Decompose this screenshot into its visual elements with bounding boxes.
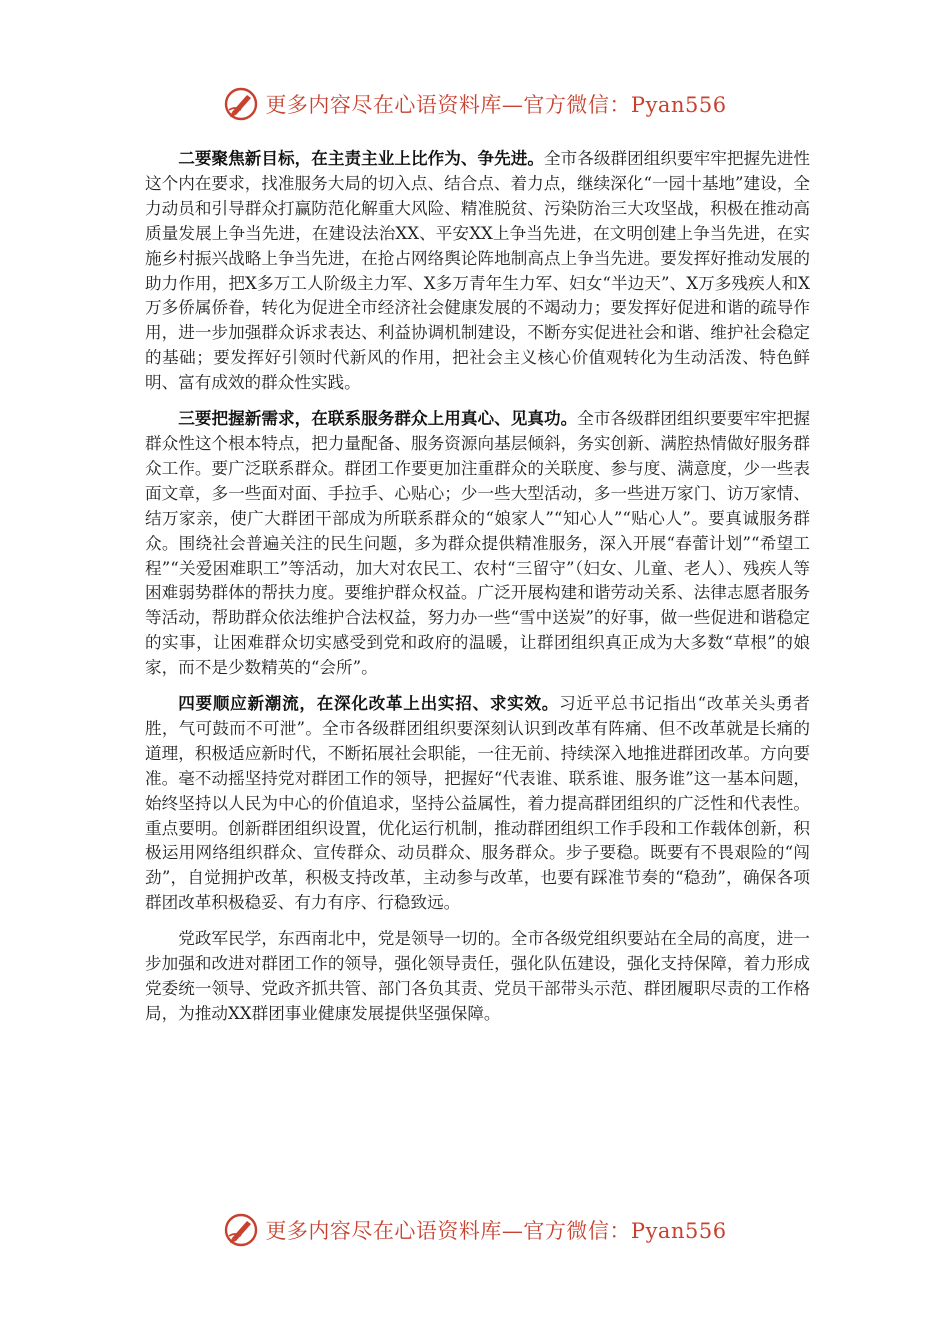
paragraph-text: 全市各级群团组织要牢牢把握先进性这个内在要求，找准服务大局的切入点、结合点、着力点，继续深化“一园十基地”建设，全力动员和引导群众打赢防范化解重大风险、精准脱贫、污染防治三大攻坚战，积极在推动高质量发展上争当先进，在建设法治XX、平安XX上争当先进，在文明创建上争当先进，在实施乡村振兴战略上争当先进，在抢占网络舆论阵地制高点上争当先进。要发挥好推动发展的助力作用，把X多万工人阶级主力军、X多万青年生力军、妇女“半边天”、X万多残疾人和X万多侨属侨眷，转化为促进全市经济社会健康发展的不竭动力；要发挥好促进和谐的疏导作用，进一步加强群众诉求表达、利益协调机制建设，不断夯实促进社会和谐、维护社会稳定的基础；要发挥好引领时代新风的作用，把社会主义核心价值观转化为生动活泼、特色鲜明、富有成效的群众性实践。 xyxy=(145,149,811,393)
paragraph-text: 党政军民学，东西南北中，党是领导一切的。全市各级党组织要站在全局的高度，进一步加强和改进对群团工作的领导，强化领导责任，强化队伍建设，强化支持保障，着力形成党委统一领导、党政齐抓共管、部门各负其责、党员干部带头示范、群团履职尽责的工作格局，为推动XX群团事业健康发展提供坚强保障。 xyxy=(145,929,810,1023)
paragraph-lead: 四要顺应新潮流，在深化改革上出实招、求实效。 xyxy=(178,693,560,714)
document-body xyxy=(145,146,810,1037)
watermark-text: 更多内容尽在心语资料库—官方微信：Pyan556 xyxy=(265,93,727,117)
pen-logo-icon xyxy=(223,1212,259,1248)
paragraph-conclusion xyxy=(145,926,810,1027)
watermark-text: 更多内容尽在心语资料库—官方微信：Pyan556 xyxy=(265,1219,727,1243)
paragraph-3 xyxy=(145,406,810,681)
paragraph-lead: 三要把握新需求，在联系服务群众上用真心、见真功。 xyxy=(178,408,578,429)
paragraph-text: 全市各级群团组织要要牢牢把握群众性这个根本特点，把力量配备、服务资源向基层倾斜，务实创新、满腔热情做好服务群众工作。要广泛联系群众。群团工作要更加注重群众的关联度、参与度、满意度，少一些表面文章，多一些面对面、手拉手、心贴心；少一些大型活动，多一些进万家门、访万家情、结万家亲，使广大群团干部成为所联系群众的“娘家人”“知心人”“贴心人”。要真诚服务群众。围绕社会普遍关注的民生问题，多为群众提供精准服务，深入开展“春蕾计划”“希望工程”“关爱困难职工”等活动，加大对农民工、农村“三留守”（妇女、儿童、老人）、残疾人等困难弱势群体的帮扶力度。要维护群众权益。广泛开展构建和谐劳动关系、法律志愿者服务等活动，帮助群众依法维护合法权益，努力办一些“雪中送炭”的好事，做一些促进和谐稳定的实事，让困难群众切实感受到党和政府的温暖，让群团组织真正成为大多数“草根”的娘家，而不是少数精英的“会所”。 xyxy=(145,409,811,678)
watermark-footer xyxy=(0,1210,950,1250)
paragraph-2 xyxy=(145,146,810,396)
watermark-header xyxy=(0,84,950,124)
paragraph-4 xyxy=(145,691,810,916)
paragraph-text: 习近平总书记指出“改革关头勇者胜，气可鼓而不可泄”。全市各级群团组织要深刻认识到改革有阵痛、但不改革就是长痛的道理，积极适应新时代，不断拓展社会职能，一往无前、持续深入地推进群团改革。方向要准。毫不动摇坚持党对群团工作的领导，把握好“代表谁、联系谁、服务谁”这一基本问题，始终坚持以人民为中心的价值追求，坚持公益属性，着力提高群团组织的广泛性和代表性。重点要明。创新群团组织设置，优化运行机制，推动群团组织工作手段和工作载体创新，积极运用网络组织群众、宣传群众、动员群众、服务群众。步子要稳。既要有不畏艰险的“闯劲”，自觉拥护改革，积极支持改革，主动参与改革，也要有踩准节奏的“稳劲”，确保各项群团改革积极稳妥、有力有序、行稳致远。 xyxy=(145,694,810,913)
paragraph-lead: 二要聚焦新目标，在主责主业上比作为、争先进。 xyxy=(178,148,544,168)
pen-logo-icon xyxy=(223,86,259,122)
